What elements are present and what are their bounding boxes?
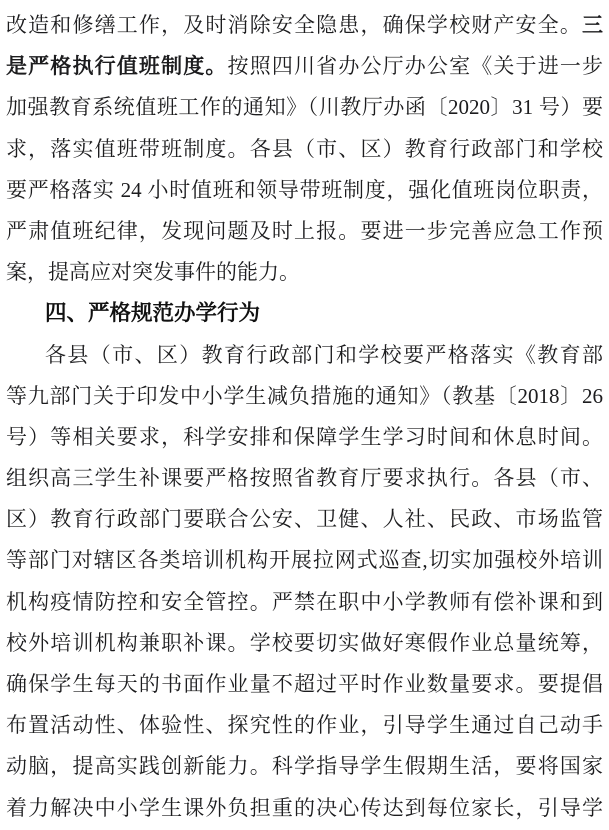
text-line: 求，落实值班带班制度。各县（市、区）教育行政部门和学校 [6,136,603,161]
text-line: 确保学生每天的书面作业量不超过平时作业数量要求。要提倡 [6,672,603,696]
text-line: 案，提高应对突发事件的能力。 [6,260,300,285]
text-line: 布置活动性、体验性、探究性的作业，引导学生通过自己动手 [6,713,603,738]
bold-text: 是严格执行值班制度。 [6,54,228,79]
text-line: 号）等相关要求，科学安排和保障学生学习时间和休息时间。 [6,424,603,449]
text-line: 组织高三学生补课要严格按照省教育厅要求执行。各县（市、 [6,466,603,491]
bold-text: 三 [582,13,603,37]
text-line [6,46,603,87]
text-line: 加强教育系统值班工作的通知》（川教厅办函〔2020〕31 号）要 [6,95,603,120]
text-line: 动脑，提高实践创新能力。科学指导学生假期生活，要将国家 [6,754,603,779]
text-line: 各县（市、区）教育行政部门和学校要严格落实《教育部 [45,342,603,367]
body-text: 按照四川省办公厅办公室《关于进一步 [227,54,603,79]
text-line [6,5,603,46]
paragraph-school-regulation [6,335,603,829]
text-line: 校外培训机构兼职补课。学校要切实做好寒假作业总量统筹， [6,630,603,655]
text-line: 着力解决中小学生课外负担重的决心传达到每位家长，引导学 [6,795,603,820]
text-line: 等部门对辖区各类培训机构开展拉网式巡查,切实加强校外培训 [6,548,603,573]
text-line: 机构疫情防控和安全管控。严禁在职中小学教师有偿补课和到 [6,589,603,614]
paragraph-duty-system [6,5,603,293]
text-line: 严肃值班纪律，发现问题及时上报。要进一步完善应急工作预 [6,218,603,243]
body-text: 改造和修缮工作，及时消除安全隐患，确保学校财产安全。 [6,13,582,37]
text-line: 区）教育行政部门要联合公安、卫健、人社、民政、市场监管 [6,507,603,532]
text-line: 等九部门关于印发中小学生减负措施的通知》（教基〔2018〕26 [6,383,603,408]
text-line: 要严格落实 24 小时值班和领导带班制度，强化值班岗位职责， [6,177,603,202]
section-heading: 四、严格规范办学行为 [45,301,261,326]
